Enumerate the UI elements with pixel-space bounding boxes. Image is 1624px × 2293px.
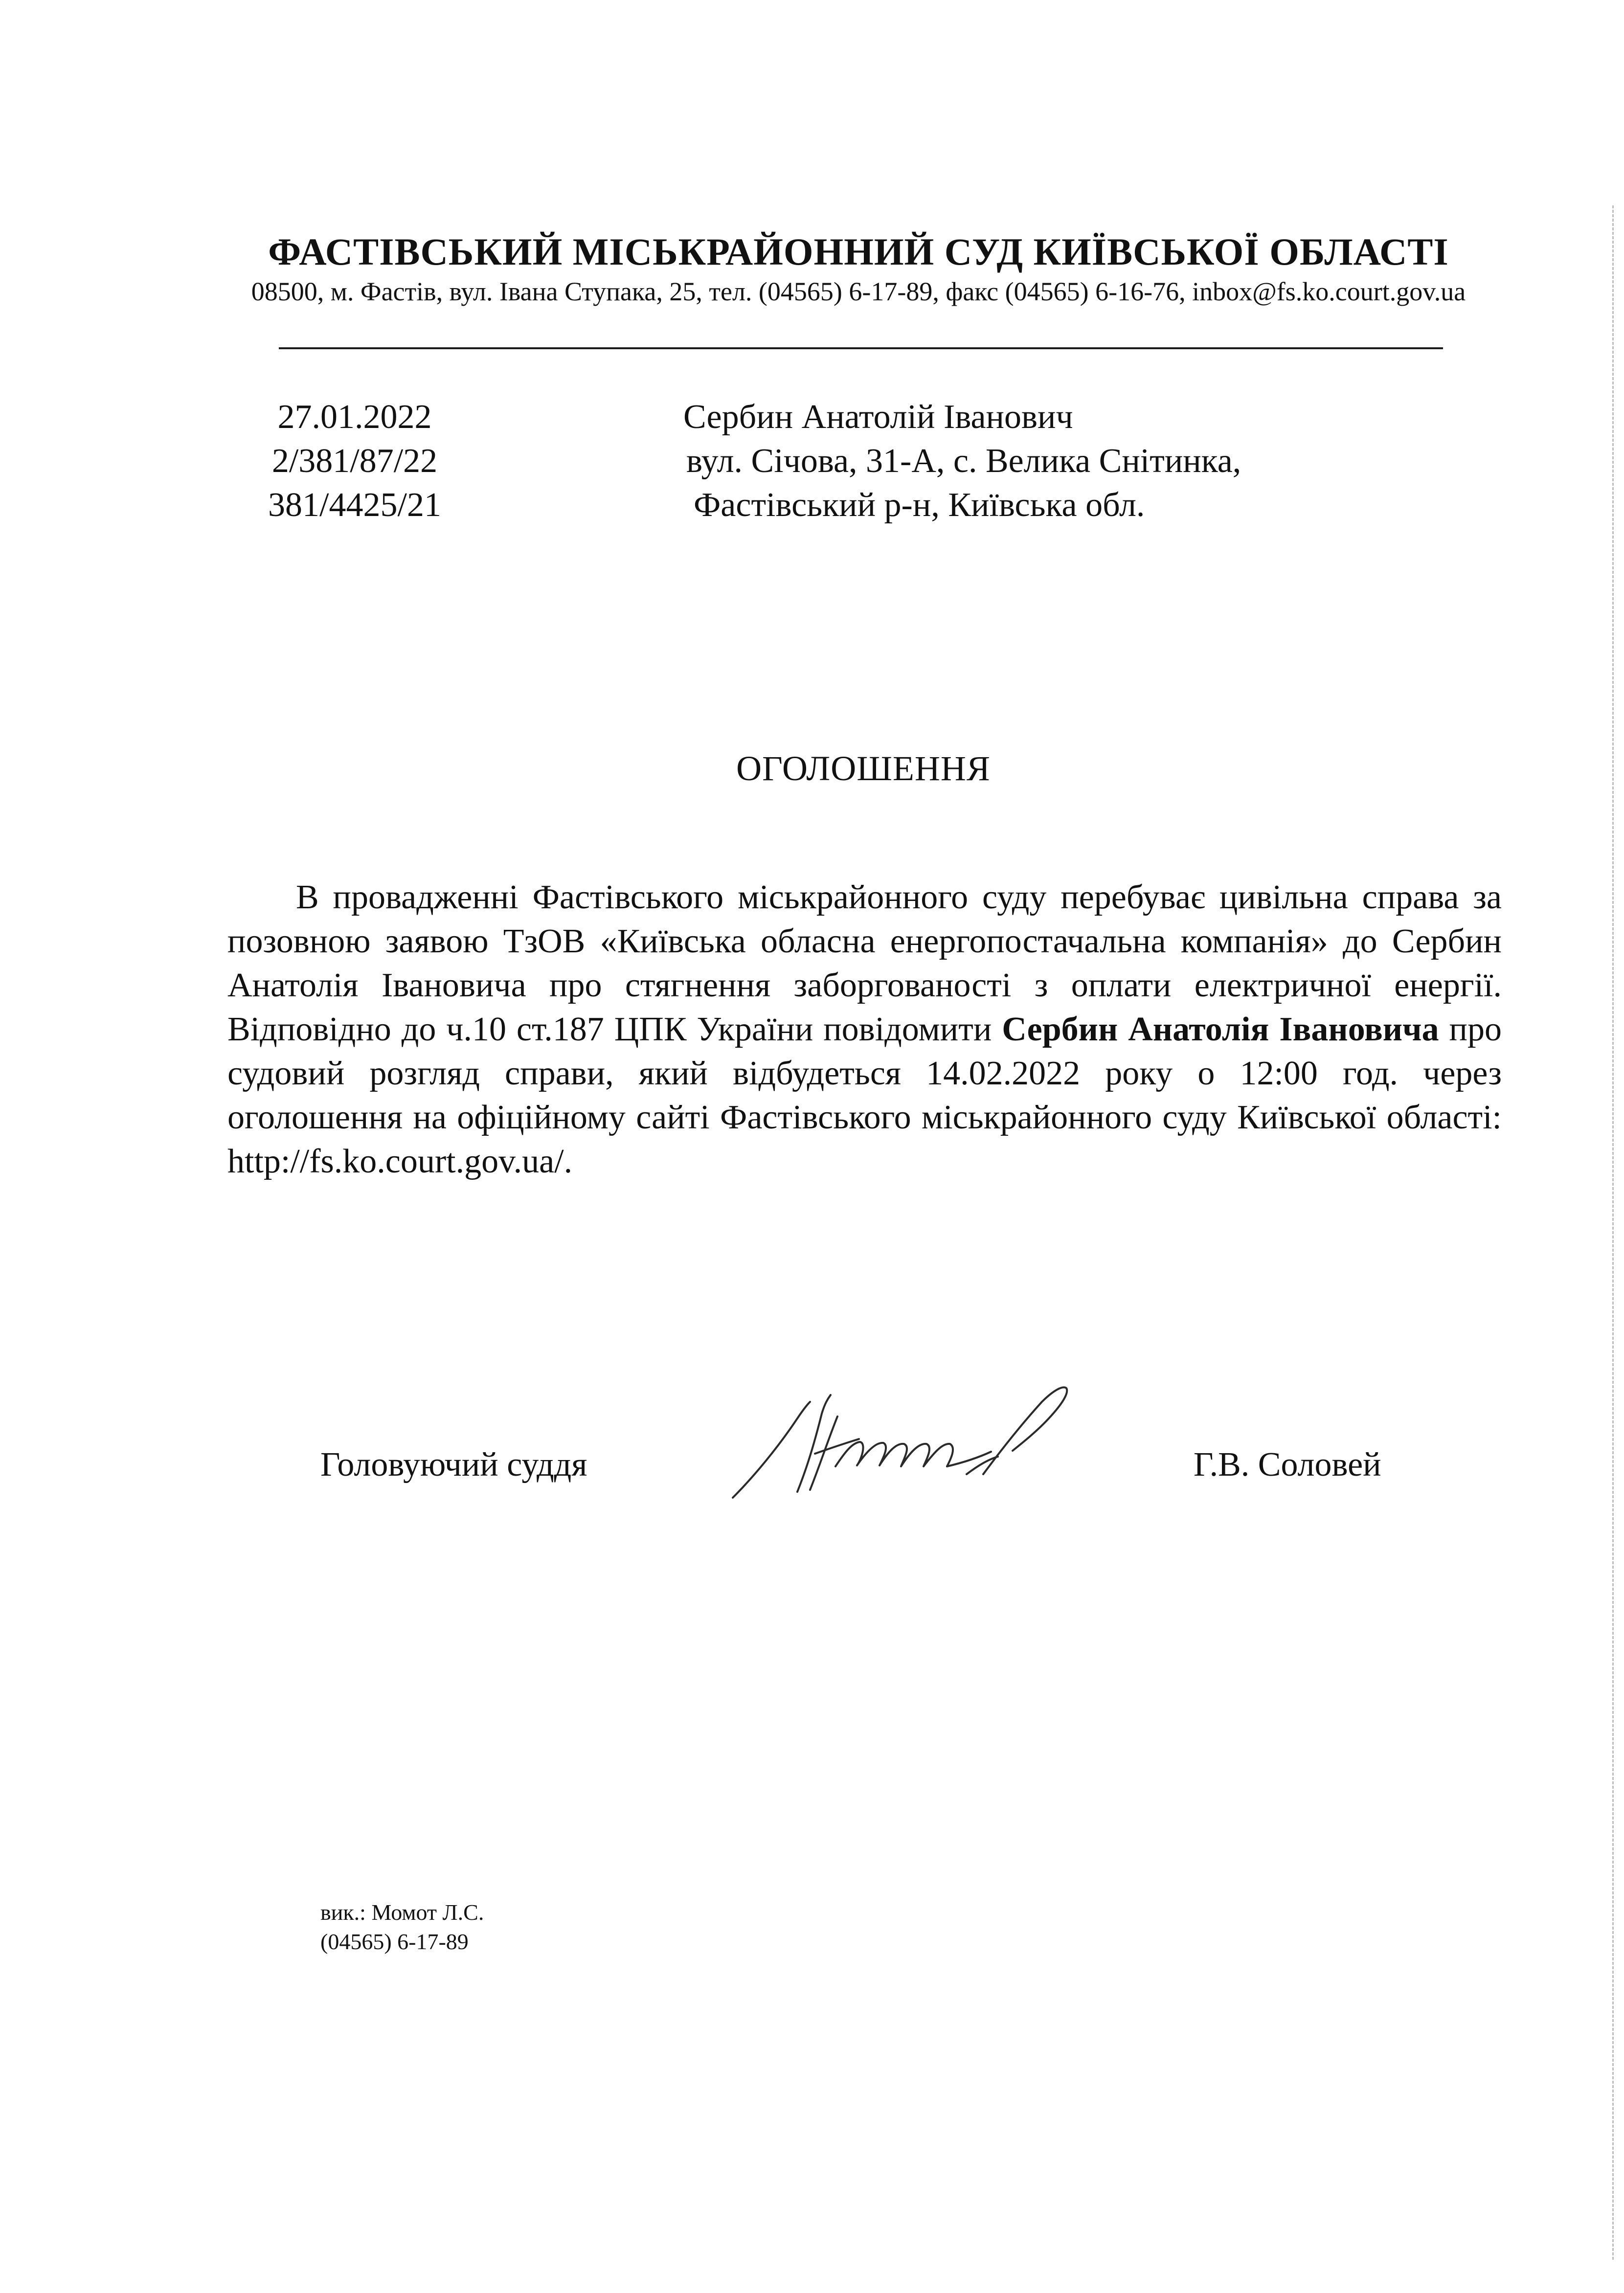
body-text-part1: В провадженні Фастівського міськрайонного суду перебуває цивільна справа за позовною заявою ТзОВ «Київська обласна енергопостачальна компанія» до Сербин Анатолія Івановича про стягнення заборгованості з оплати електричної енергії. Відповідно до ч.10 ст.187 ЦПК України повідомити bbox=[227, 878, 1502, 1048]
executor-block bbox=[320, 1898, 484, 1956]
body-bold-name: Сербин Анатолія Івановича bbox=[1002, 1011, 1439, 1048]
addressee-street: вул. Січова, 31-А, с. Велика Снітинка, bbox=[686, 442, 1241, 480]
executor-name: вик.: Момот Л.С. bbox=[320, 1900, 484, 1925]
body-text-part2: про судовий розгляд справи, який відбудеться 14.02.2022 року о 12:00 год. через оголошення на офіційному сайті Фастівського міськрайонного суду Київської області: http://fs.ko.court.gov.ua/. bbox=[227, 1011, 1502, 1180]
executor-phone: (04565) 6-17-89 bbox=[320, 1929, 469, 1954]
judge-name: Г.В. Соловей bbox=[1194, 1446, 1381, 1484]
addressee-block bbox=[675, 395, 1241, 527]
outgoing-number: 2/381/87/22 bbox=[271, 442, 438, 480]
document-title: ОГОЛОШЕННЯ bbox=[736, 749, 991, 788]
document-references bbox=[245, 395, 465, 527]
addressee-name: Сербин Анатолій Іванович bbox=[683, 398, 1073, 436]
court-name: ФАСТІВСЬКИЙ МІСЬКРАЙОННИЙ СУД КИЇВСЬКОЇ ОБЛАСТІ bbox=[268, 230, 1449, 273]
scan-edge-line bbox=[1612, 205, 1614, 2260]
handwritten-signature bbox=[724, 1370, 1096, 1511]
announcement-body bbox=[227, 876, 1502, 1184]
case-number: 381/4425/21 bbox=[268, 486, 441, 524]
court-contacts: 08500, м. Фастів, вул. Івана Ступака, 25, тел. (04565) 6-17-89, факс (04565) 6-16-76, inbox@fs.ko.court.gov.ua bbox=[251, 277, 1466, 306]
header-divider bbox=[279, 347, 1443, 349]
addressee-district: Фастівський р-н, Київська обл. bbox=[694, 486, 1145, 524]
signatory-role: Головуючий суддя bbox=[320, 1446, 587, 1484]
document-date: 27.01.2022 bbox=[277, 398, 432, 436]
